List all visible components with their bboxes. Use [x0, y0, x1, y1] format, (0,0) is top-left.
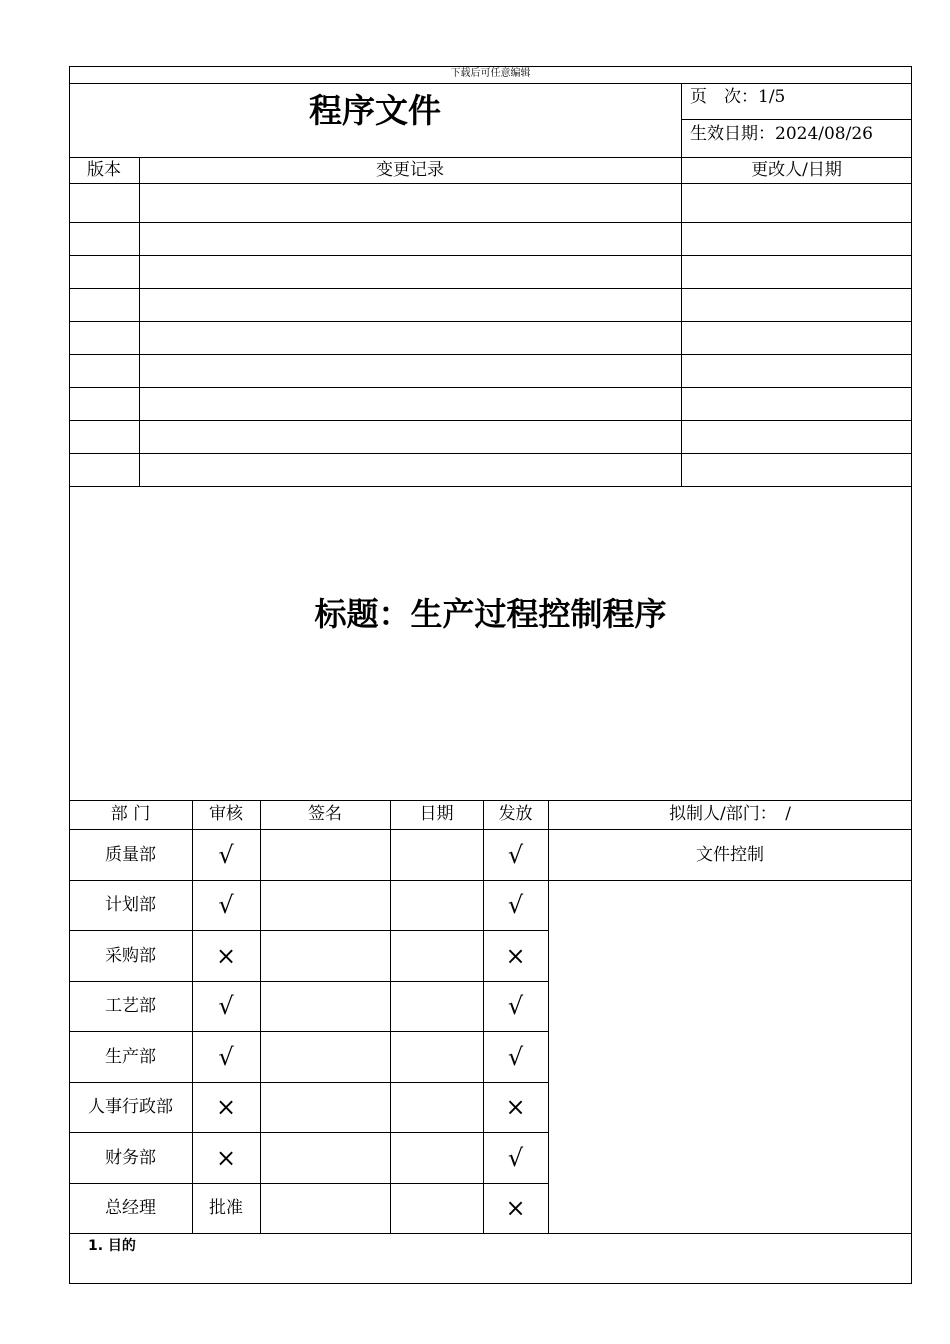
rule-change-end — [69, 486, 912, 487]
rule-title — [69, 157, 912, 158]
approval-review-mark: × — [215, 1093, 237, 1121]
rule-approval-row — [69, 1082, 549, 1083]
change-header-version: 版本 — [87, 160, 121, 180]
rule-approval-col — [390, 800, 391, 1233]
approval-review-mark: √ — [218, 841, 234, 869]
rule-title-split — [681, 83, 682, 157]
approval-review-mark: × — [215, 1144, 237, 1172]
approval-issue-mark: √ — [507, 891, 524, 919]
approval-review-mark: √ — [218, 1043, 234, 1071]
rule-change-row — [69, 453, 912, 454]
rule-approval-row — [69, 1031, 549, 1032]
approval-dept: 财务部 — [105, 1148, 156, 1168]
approval-dept: 生产部 — [105, 1047, 156, 1067]
approval-dept: 计划部 — [105, 895, 156, 915]
approval-header-dept: 部 门 — [110, 804, 151, 824]
rule-change-row — [69, 354, 912, 355]
rule-approval-row — [69, 981, 549, 982]
document-title: 标题：生产过程控制程序 — [314, 595, 667, 633]
rule-approval-row — [69, 880, 912, 881]
doc-type-title: 程序文件 — [309, 91, 441, 130]
rule-approval-end — [69, 1233, 912, 1234]
approval-issue-mark: √ — [507, 841, 524, 869]
rule-change-col — [139, 157, 140, 486]
approval-issue-mark: × — [505, 1194, 526, 1222]
rule-approval-row — [69, 1132, 549, 1133]
approval-issue-mark: √ — [507, 992, 524, 1020]
approval-issue-mark: × — [505, 1093, 526, 1121]
approval-drafter-label: 拟制人/部门： / — [669, 804, 791, 824]
approval-drafter-value: 文件控制 — [696, 845, 764, 865]
rule-change-row — [69, 255, 912, 256]
rule-change-row — [69, 387, 912, 388]
approval-dept: 质量部 — [105, 845, 156, 865]
rule-approval-row — [69, 930, 549, 931]
change-header-record: 变更记录 — [376, 160, 444, 180]
rule-change-col — [681, 157, 682, 486]
change-header-person-date: 更改人/日期 — [751, 160, 842, 180]
approval-dept: 人事行政部 — [88, 1097, 173, 1117]
approval-issue-mark: × — [505, 942, 526, 970]
rule-approval-row — [69, 1183, 549, 1184]
approval-dept: 总经理 — [105, 1198, 156, 1218]
approval-review-mark: √ — [218, 992, 234, 1020]
rule-change-header — [69, 183, 912, 184]
approval-issue-mark: √ — [507, 1144, 524, 1172]
approval-header-issue: 发放 — [498, 804, 533, 824]
page-info: 页 次：1/5 — [690, 87, 786, 107]
rule-approval-col — [548, 800, 549, 1233]
approval-review-mark: × — [215, 942, 237, 970]
rule-change-row — [69, 321, 912, 322]
approval-review-mark: √ — [218, 891, 234, 919]
rule-change-row — [69, 222, 912, 223]
approval-header-sign: 签名 — [308, 804, 342, 824]
rule-approval-header — [69, 829, 912, 830]
rule-note — [69, 83, 912, 84]
approval-header-review: 审核 — [209, 804, 243, 824]
rule-approval-col — [260, 800, 261, 1233]
rule-change-row — [69, 420, 912, 421]
effective-date: 生效日期：2024/08/26 — [690, 124, 873, 144]
header-note: 下载后可任意编辑 — [450, 68, 531, 79]
approval-dept: 工艺部 — [105, 996, 156, 1016]
approval-header-date: 日期 — [419, 804, 454, 824]
rule-approval-top — [69, 800, 912, 801]
rule-change-row — [69, 288, 912, 289]
approval-review-text: 批准 — [209, 1198, 243, 1218]
rule-page-info — [681, 119, 912, 120]
approval-issue-mark: √ — [507, 1043, 524, 1071]
section-heading-purpose: 1. 目的 — [88, 1238, 136, 1254]
approval-dept: 采购部 — [105, 946, 156, 966]
